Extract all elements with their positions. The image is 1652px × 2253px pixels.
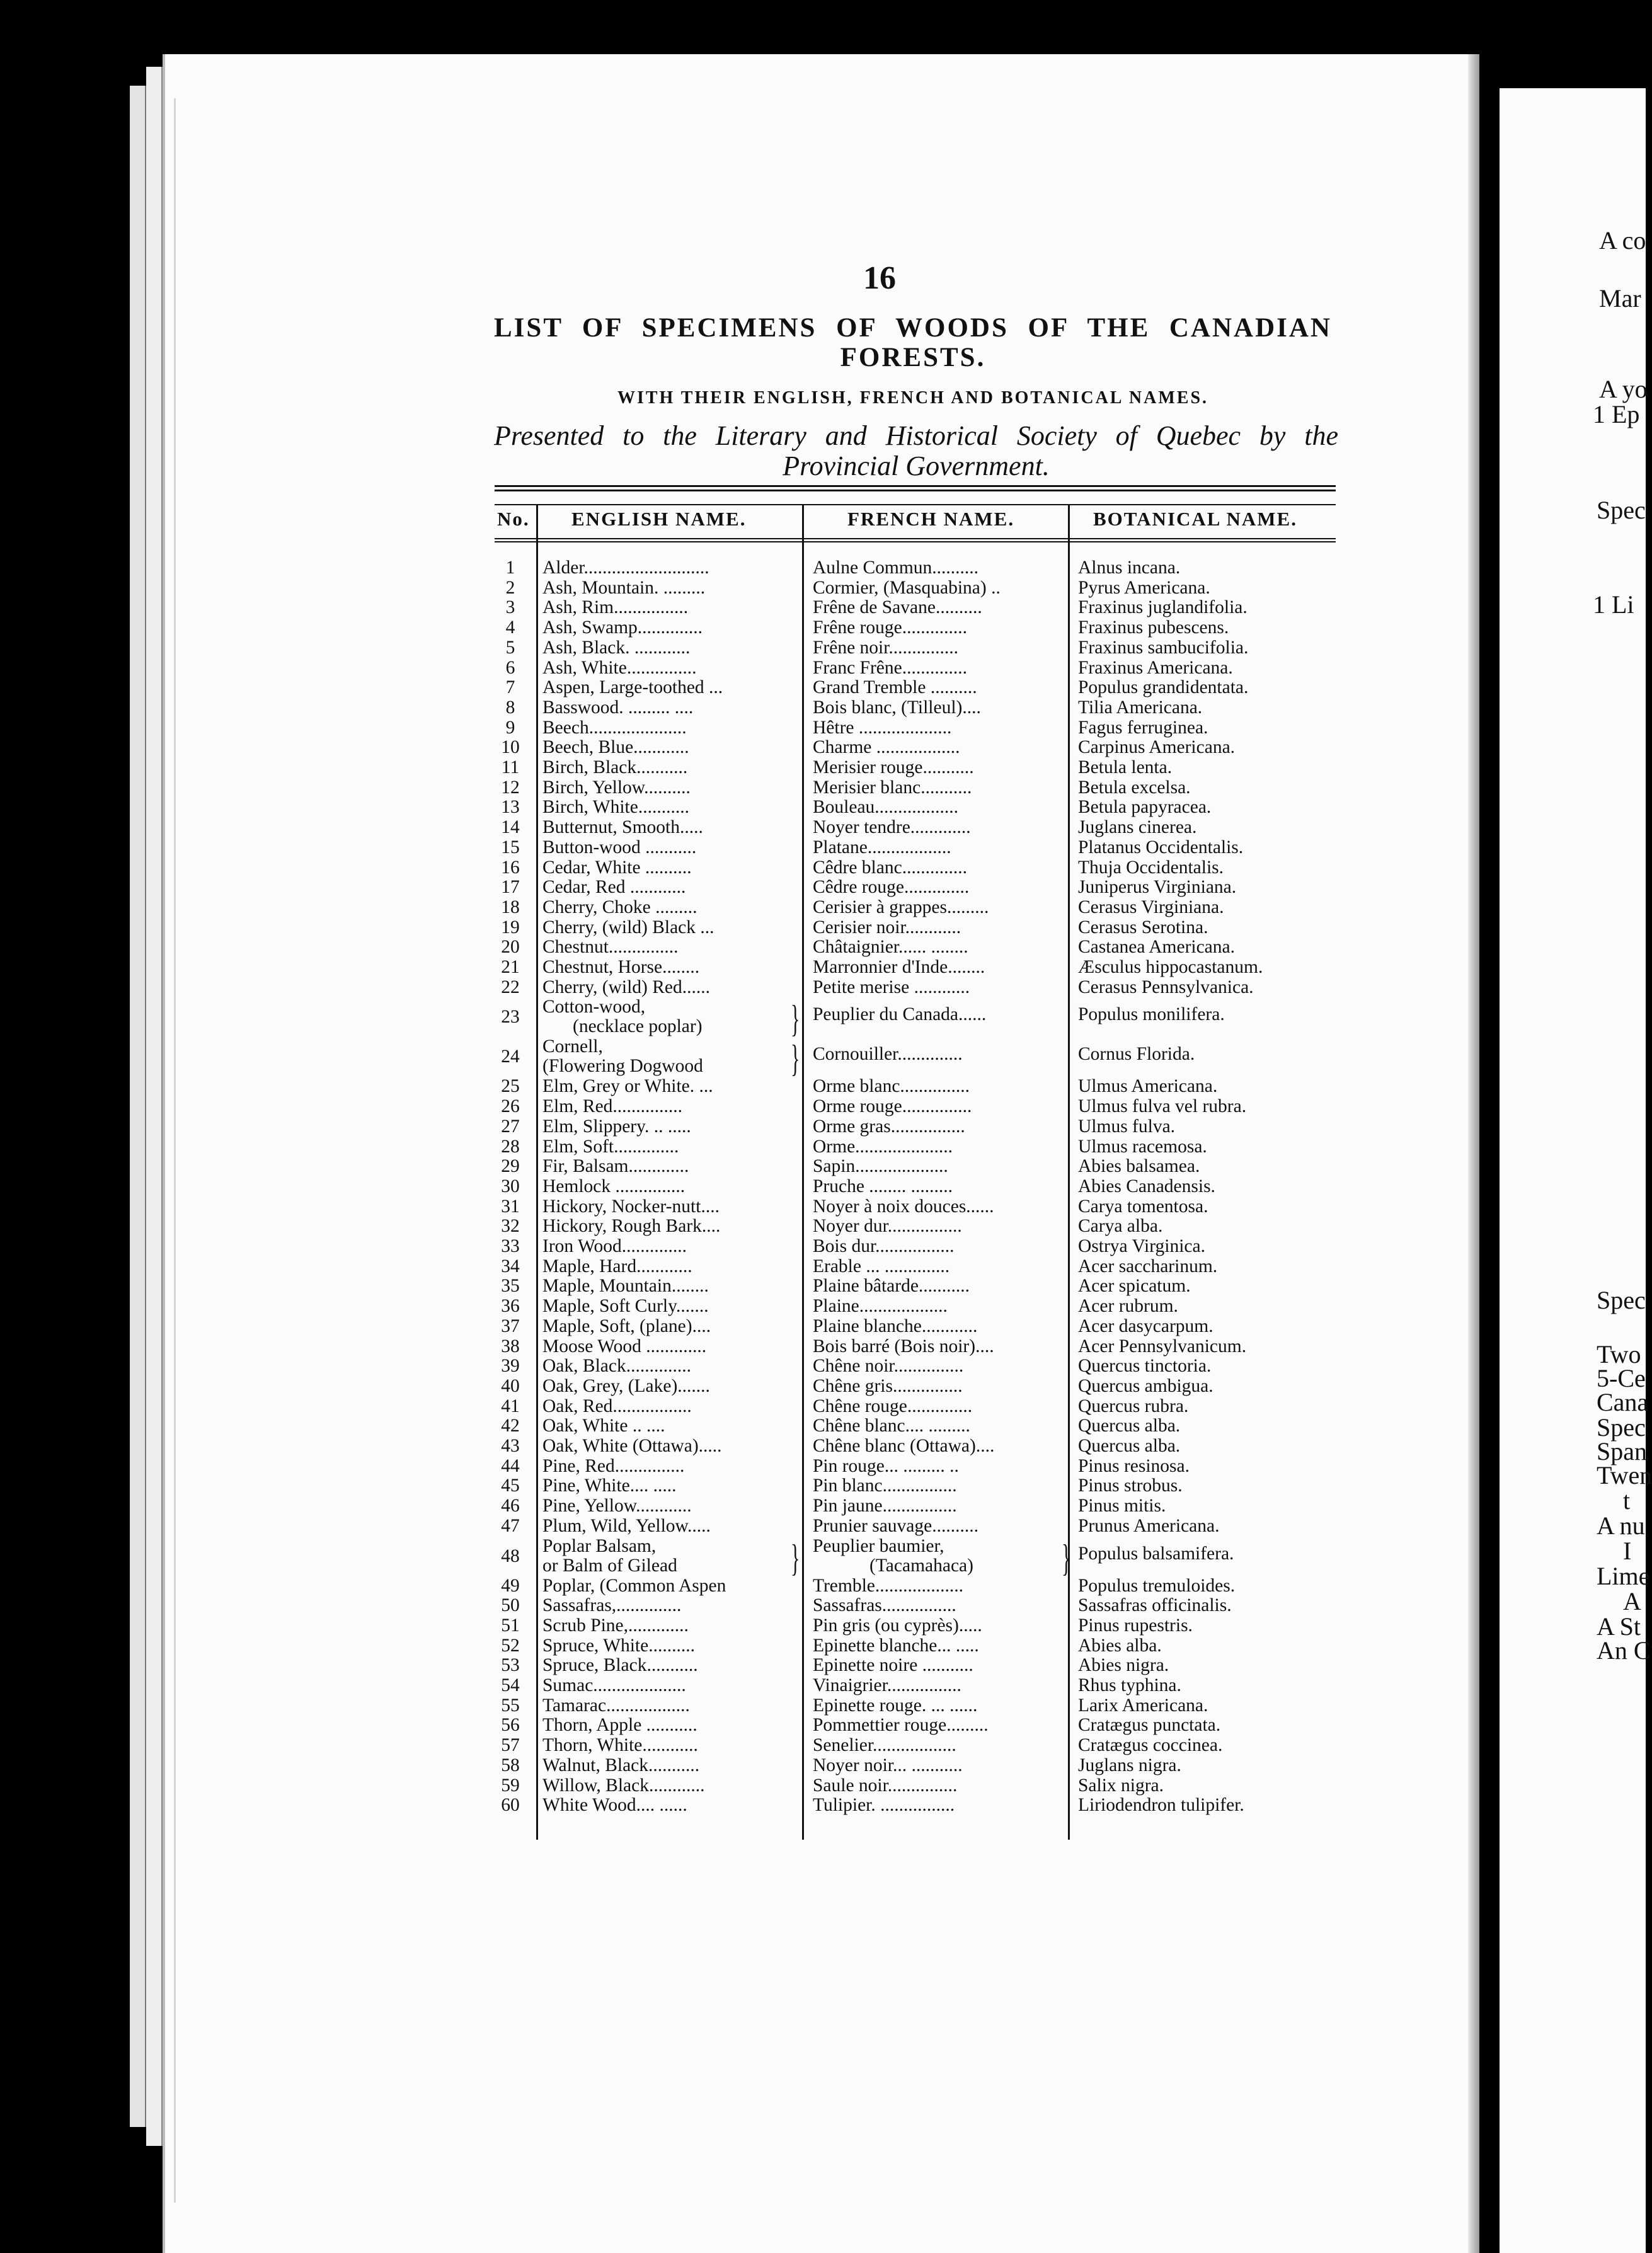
row-number: 25 (501, 1076, 520, 1097)
right-page (1500, 88, 1652, 2253)
english-name: Ash, White............... (542, 657, 697, 678)
english-name: Sumac.................... (542, 1675, 686, 1695)
botanical-name: Ulmus fulva. (1078, 1116, 1176, 1137)
english-name: Oak, White .. .... (542, 1416, 665, 1436)
row-number: 17 (501, 877, 520, 898)
english-name: Maple, Mountain........ (542, 1276, 709, 1297)
botanical-name: Castanea Americana. (1078, 937, 1235, 958)
french-name: Noyer dur................ (813, 1216, 962, 1237)
row-number: 4 (505, 617, 515, 638)
row-number: 9 (505, 717, 515, 738)
gutter-shadow (1468, 54, 1479, 2253)
botanical-name: Ulmus racemosa. (1078, 1136, 1207, 1157)
french-name: Orme rouge............... (813, 1096, 972, 1117)
botanical-name: Juglans cinerea. (1078, 817, 1197, 838)
english-name: Iron Wood.............. (542, 1236, 687, 1256)
botanical-name: Larix Americana. (1078, 1695, 1208, 1716)
brace-glyph: } (791, 1038, 800, 1080)
row-number: 46 (501, 1496, 520, 1516)
english-name: Oak, Red................. (542, 1396, 692, 1416)
row-number: 23 (501, 1007, 520, 1028)
table-top-rule (495, 504, 1336, 505)
row-number: 31 (501, 1196, 520, 1217)
right-page-fragment: A co (1599, 226, 1646, 255)
page-stack-edge (130, 86, 147, 2127)
french-name: Merisier rouge........... (813, 757, 974, 777)
botanical-name: Ostrya Virginica. (1078, 1236, 1205, 1256)
english-name: Oak, Black.............. (542, 1356, 691, 1377)
french-name: Grand Tremble .......... (813, 677, 977, 698)
right-page-fragment: 1 Ep (1593, 400, 1640, 428)
english-name: Thorn, Apple ........... (542, 1715, 697, 1736)
row-number: 43 (501, 1436, 520, 1456)
botanical-name: Cratægus coccinea. (1078, 1735, 1223, 1756)
french-name: Chêne blanc (Ottawa).... (813, 1436, 995, 1456)
botanical-name: Juglans nigra. (1078, 1755, 1181, 1775)
english-name: Willow, Black............ (542, 1775, 705, 1796)
row-number: 24 (501, 1046, 520, 1067)
english-name-continued: (necklace poplar) (573, 1016, 703, 1037)
row-number: 27 (501, 1116, 520, 1137)
row-number: 8 (505, 697, 515, 718)
french-name: Noyer noir... ........... (813, 1755, 963, 1775)
row-number: 10 (501, 737, 520, 758)
english-name: Ash, Rim................ (542, 597, 689, 618)
english-name: Poplar, (Common Aspen (542, 1575, 726, 1596)
botanical-name: Betula lenta. (1078, 757, 1173, 777)
french-name: Orme..................... (813, 1136, 953, 1157)
french-name: Hêtre .................... (813, 717, 952, 738)
french-name: Cerisier noir............ (813, 917, 961, 937)
french-name: Frêne rouge.............. (813, 617, 967, 638)
french-name: Cêdre rouge.............. (813, 877, 970, 898)
right-page-fragment: Span (1597, 1437, 1647, 1465)
row-number: 2 (505, 577, 515, 598)
french-name: Plaine blanche............ (813, 1316, 978, 1336)
english-name: White Wood.... ...... (542, 1795, 687, 1816)
english-name: Elm, Red............... (542, 1096, 683, 1117)
column-divider (802, 504, 804, 1840)
english-name: Oak, Grey, (Lake)....... (542, 1375, 710, 1396)
header-rule-double (495, 541, 1336, 542)
french-name: Cornouiller.............. (813, 1044, 963, 1065)
french-name: Platane.................. (813, 837, 951, 857)
row-number: 16 (501, 857, 520, 878)
english-name: Birch, White........... (542, 797, 689, 818)
botanical-name: Cornus Florida. (1078, 1044, 1195, 1065)
french-name: Orme gras................ (813, 1116, 965, 1137)
right-page-fragment: Lime (1597, 1562, 1650, 1590)
right-page-fragment: 5-Ce (1597, 1364, 1646, 1392)
botanical-name: Tilia Americana. (1078, 697, 1203, 718)
french-name: Pruche ........ ......... (813, 1176, 953, 1196)
english-name: Hemlock ............... (542, 1176, 685, 1196)
botanical-name: Fraxinus Americana. (1078, 657, 1233, 678)
botanical-name: Acer dasycarpum. (1078, 1316, 1213, 1336)
row-number: 33 (501, 1236, 520, 1256)
botanical-name: Æsculus hippocastanum. (1078, 957, 1263, 977)
right-page-fragment: A yo (1599, 375, 1648, 403)
french-name: Marronnier d'Inde........ (813, 957, 985, 977)
english-name: Plum, Wild, Yellow..... (542, 1515, 711, 1536)
row-number: 40 (501, 1375, 520, 1396)
botanical-name: Carya alba. (1078, 1216, 1163, 1237)
right-page-fragment: Spec (1597, 496, 1646, 524)
row-number: 41 (501, 1396, 520, 1416)
column-header-french: FRENCH NAME. (847, 508, 1015, 530)
french-name: Peuplier baumier, (Tacamahaca) (813, 1535, 973, 1576)
botanical-name: Acer rubrum. (1078, 1296, 1178, 1317)
english-name: Chestnut, Horse........ (542, 957, 700, 977)
botanical-name: Pinus resinosa. (1078, 1455, 1190, 1476)
english-name: Pine, Red............... (542, 1455, 685, 1476)
botanical-name: Abies nigra. (1078, 1655, 1169, 1676)
french-name: Cerisier à grappes......... (813, 897, 989, 917)
french-name: Petite merise ............ (813, 977, 970, 997)
english-name: Ash, Mountain. ......... (542, 577, 706, 598)
right-page-fragment: 1 Li (1593, 590, 1634, 619)
english-name: Walnut, Black........... (542, 1755, 700, 1775)
column-header-english: ENGLISH NAME. (571, 508, 747, 530)
botanical-name: Acer saccharinum. (1078, 1256, 1218, 1276)
row-number: 26 (501, 1096, 520, 1117)
english-name: Aspen, Large-toothed ... (542, 677, 723, 698)
english-name: Pine, White.... ..... (542, 1476, 677, 1496)
french-name: Noyer à noix douces...... (813, 1196, 994, 1217)
french-name: Pin jaune................ (813, 1496, 957, 1516)
english-name: Beech..................... (542, 717, 687, 738)
right-page-fragment: Spec (1597, 1413, 1646, 1442)
double-rule-top (495, 485, 1336, 487)
french-name: Orme blanc............... (813, 1076, 970, 1097)
french-name: Bois dur................. (813, 1236, 955, 1256)
french-name: Tulipier. ................ (813, 1795, 955, 1816)
double-rule-bottom (495, 490, 1336, 491)
row-number: 11 (501, 757, 520, 777)
right-page-fragment: Spec (1597, 1286, 1646, 1314)
row-number: 13 (501, 797, 520, 818)
english-name: Ash, Swamp.............. (542, 617, 703, 638)
botanical-name: Betula excelsa. (1078, 777, 1191, 798)
botanical-name: Fagus ferruginea. (1078, 717, 1208, 738)
botanical-name: Cratægus punctata. (1078, 1715, 1221, 1736)
presented-line: Presented to the Literary and Historical Society of Quebec by the (494, 420, 1338, 451)
row-number: 42 (501, 1416, 520, 1436)
english-name-continued: or Balm of Gilead (542, 1555, 677, 1576)
botanical-name: Alnus incana. (1078, 558, 1181, 578)
french-name: Pin blanc................ (813, 1476, 957, 1496)
french-name: Frêne de Savane.......... (813, 597, 982, 618)
row-number: 19 (501, 917, 520, 937)
row-number: 30 (501, 1176, 520, 1196)
botanical-name: Populus grandidentata. (1078, 677, 1249, 698)
botanical-name: Populus monilifera. (1078, 1004, 1225, 1025)
french-name: Pin gris (ou cyprès)..... (813, 1615, 982, 1636)
french-name: Tremble................... (813, 1575, 964, 1596)
english-name: Sassafras,.............. (542, 1595, 682, 1616)
botanical-name: Liriodendron tulipifer. (1078, 1795, 1244, 1816)
french-name: Pin rouge... ......... .. (813, 1455, 959, 1476)
botanical-name: Rhus typhina. (1078, 1675, 1181, 1695)
french-name: Bouleau.................. (813, 797, 959, 818)
english-name: Spruce, Black........... (542, 1655, 698, 1676)
botanical-name: Quercus alba. (1078, 1416, 1181, 1436)
row-number: 54 (501, 1675, 520, 1695)
french-name: Epinette blanche... ..... (813, 1635, 979, 1656)
english-name: Butternut, Smooth..... (542, 817, 703, 838)
botanical-name: Ulmus fulva vel rubra. (1078, 1096, 1247, 1117)
right-page-fragment: t (1623, 1486, 1631, 1515)
english-name: Chestnut............... (542, 937, 679, 958)
row-number: 55 (501, 1695, 520, 1716)
column-header-no: No. (497, 508, 530, 530)
french-name: Bois blanc, (Tilleul).... (813, 697, 981, 718)
brace-glyph: } (791, 1537, 800, 1579)
botanical-name: Juniperus Virginiana. (1078, 877, 1237, 898)
english-name: Cotton-wood, (necklace poplar) (542, 997, 703, 1037)
header-rule (495, 538, 1336, 539)
english-name: Maple, Soft Curly....... (542, 1296, 709, 1317)
french-name: Châtaignier...... ........ (813, 937, 968, 958)
row-number: 3 (505, 597, 515, 618)
botanical-name: Populus tremuloides. (1078, 1575, 1236, 1596)
french-name: Pommettier rouge......... (813, 1715, 989, 1736)
english-name: Ash, Black. ............ (542, 637, 691, 658)
row-number: 37 (501, 1316, 520, 1336)
botanical-name: Populus balsamifera. (1078, 1543, 1234, 1564)
botanical-name: Thuja Occidentalis. (1078, 857, 1224, 878)
botanical-name: Fraxinus sambucifolia. (1078, 637, 1249, 658)
row-number: 39 (501, 1356, 520, 1377)
row-number: 38 (501, 1336, 520, 1356)
botanical-name: Pinus mitis. (1078, 1496, 1166, 1516)
english-name: Maple, Soft, (plane).... (542, 1316, 711, 1336)
row-number: 58 (501, 1755, 520, 1775)
row-number: 52 (501, 1635, 520, 1656)
subtitle: WITH THEIR ENGLISH, FRENCH AND BOTANICAL NAMES. (617, 388, 1209, 408)
french-name: Chêne rouge.............. (813, 1396, 973, 1416)
english-name: Cherry, (wild) Red...... (542, 977, 710, 997)
row-number: 32 (501, 1216, 520, 1237)
botanical-name: Quercus tinctoria. (1078, 1356, 1212, 1377)
botanical-name: Acer spicatum. (1078, 1276, 1191, 1297)
french-name: Erable ... .............. (813, 1256, 950, 1276)
right-page-fragment: Cana (1597, 1388, 1649, 1416)
french-name: Epinette noire ........... (813, 1655, 973, 1676)
row-number: 60 (501, 1795, 520, 1816)
english-name: Birch, Yellow.......... (542, 777, 691, 798)
botanical-name: Betula papyracea. (1078, 797, 1212, 818)
english-name: Elm, Soft.............. (542, 1136, 679, 1157)
botanical-name: Quercus ambigua. (1078, 1375, 1213, 1396)
column-divider (536, 504, 538, 1840)
french-name: Sassafras................ (813, 1595, 956, 1616)
row-number: 5 (505, 637, 515, 658)
page-title: LIST OF SPECIMENS OF WOODS OF THE CANADIAN (494, 313, 1332, 343)
english-name: Beech, Blue............ (542, 737, 689, 758)
french-name: Cêdre blanc.............. (813, 857, 967, 878)
french-name: Franc Frêne.............. (813, 657, 967, 678)
french-name: Charme .................. (813, 737, 960, 758)
english-name: Oak, White (Ottawa)..... (542, 1436, 722, 1456)
english-name: Cherry, Choke ......... (542, 897, 697, 917)
french-name: Epinette rouge. ... ...... (813, 1695, 978, 1716)
english-name: Cedar, Red ............ (542, 877, 686, 898)
english-name: Moose Wood ............. (542, 1336, 707, 1356)
row-number: 59 (501, 1775, 520, 1796)
english-name: Alder........................... (542, 558, 709, 578)
right-page-fragment: A St (1597, 1612, 1641, 1641)
botanical-name: Platanus Occidentalis. (1078, 837, 1244, 857)
row-number: 56 (501, 1715, 520, 1736)
english-name: Cornell, (Flowering Dogwood (542, 1036, 703, 1077)
page-title-continued: FORESTS. (840, 343, 986, 372)
row-number: 50 (501, 1595, 520, 1616)
brace-glyph: } (791, 998, 800, 1040)
english-name: Cedar, White .......... (542, 857, 692, 878)
english-name: Basswood. ......... .... (542, 697, 694, 718)
row-number: 49 (501, 1575, 520, 1596)
french-name: Chêne blanc.... ......... (813, 1416, 970, 1436)
botanical-name: Pyrus Americana. (1078, 577, 1210, 598)
french-name: Chêne noir............... (813, 1356, 964, 1377)
row-number: 48 (501, 1545, 520, 1566)
row-number: 21 (501, 957, 520, 977)
row-number: 57 (501, 1735, 520, 1756)
row-number: 28 (501, 1136, 520, 1157)
row-number: 44 (501, 1455, 520, 1476)
botanical-name: Carya tomentosa. (1078, 1196, 1208, 1217)
botanical-name: Sassafras officinalis. (1078, 1595, 1232, 1616)
english-name: Scrub Pine,............. (542, 1615, 689, 1636)
row-number: 1 (505, 558, 515, 578)
french-name: Bois barré (Bois noir).... (813, 1336, 994, 1356)
french-name: Aulne Commun.......... (813, 558, 979, 578)
row-number: 53 (501, 1655, 520, 1676)
botanical-name: Cerasus Virginiana. (1078, 897, 1224, 917)
page-stack-edge (146, 67, 163, 2146)
botanical-name: Salix nigra. (1078, 1775, 1164, 1796)
english-name: Maple, Hard............ (542, 1256, 692, 1276)
french-name: Plaine bâtarde........... (813, 1276, 970, 1297)
botanical-name: Quercus alba. (1078, 1436, 1181, 1456)
english-name: Cherry, (wild) Black ... (542, 917, 714, 937)
english-name: Birch, Black........... (542, 757, 688, 777)
row-number: 6 (505, 657, 515, 678)
english-name: Button-wood ........... (542, 837, 697, 857)
row-number: 45 (501, 1476, 520, 1496)
row-number: 36 (501, 1296, 520, 1317)
brace-glyph: } (1062, 1537, 1071, 1579)
row-number: 34 (501, 1256, 520, 1276)
row-number: 12 (501, 777, 520, 798)
page-number: 16 (863, 260, 896, 296)
french-name: Saule noir............... (813, 1775, 958, 1796)
french-name: Merisier blanc........... (813, 777, 972, 798)
row-number: 47 (501, 1515, 520, 1536)
english-name: Thorn, White............ (542, 1735, 698, 1756)
english-name: Poplar Balsam, or Balm of Gilead (542, 1535, 677, 1576)
botanical-name: Quercus rubra. (1078, 1396, 1189, 1416)
botanical-name: Cerasus Pennsylvanica. (1078, 977, 1254, 997)
french-name-continued: (Tacamahaca) (869, 1555, 973, 1576)
english-name: Fir, Balsam............. (542, 1156, 689, 1177)
right-page-fragment: A nu (1597, 1511, 1645, 1540)
french-name: Noyer tendre............. (813, 817, 971, 838)
botanical-name: Abies alba. (1078, 1635, 1162, 1656)
right-page-fragment: Twen (1597, 1461, 1652, 1489)
row-number: 20 (501, 937, 520, 958)
botanical-name: Prunus Americana. (1078, 1515, 1220, 1536)
botanical-name: Pinus strobus. (1078, 1476, 1183, 1496)
botanical-name: Cerasus Serotina. (1078, 917, 1208, 937)
right-page-fragment: A (1623, 1587, 1641, 1615)
english-name: Spruce, White.......... (542, 1635, 695, 1656)
botanical-name: Carpinus Americana. (1078, 737, 1236, 758)
french-name: Peuplier du Canada...... (813, 1004, 987, 1025)
botanical-name: Acer Pennsylvanicum. (1078, 1336, 1247, 1356)
right-page-fragment: Mar (1599, 284, 1641, 312)
french-name: Chêne gris............... (813, 1375, 963, 1396)
column-header-botanical: BOTANICAL NAME. (1093, 508, 1297, 530)
french-name: Cormier, (Masquabina) .. (813, 577, 1001, 598)
row-number: 15 (501, 837, 520, 857)
english-name: Elm, Slippery. .. ..... (542, 1116, 691, 1137)
right-page-fragment: I (1623, 1537, 1632, 1565)
english-name: Hickory, Nocker-nutt.... (542, 1196, 720, 1217)
english-name: Hickory, Rough Bark.... (542, 1216, 721, 1237)
french-name: Sapin.................... (813, 1156, 948, 1177)
botanical-name: Abies balsamea. (1078, 1156, 1200, 1177)
french-name: Vinaigrier................ (813, 1675, 961, 1695)
french-name: Prunier sauvage.......... (813, 1515, 978, 1536)
english-name: Pine, Yellow............ (542, 1496, 692, 1516)
right-page-fragment: An C (1597, 1636, 1651, 1665)
botanical-name: Fraxinus pubescens. (1078, 617, 1229, 638)
presented-line-continued: Provincial Government. (783, 450, 1050, 481)
row-number: 35 (501, 1276, 520, 1297)
botanical-name: Fraxinus juglandifolia. (1078, 597, 1248, 618)
english-name-continued: (Flowering Dogwood (542, 1056, 703, 1077)
row-number: 14 (501, 817, 520, 838)
botanical-name: Pinus rupestris. (1078, 1615, 1193, 1636)
row-number: 18 (501, 897, 520, 917)
french-name: Frêne noir............... (813, 637, 959, 658)
english-name: Elm, Grey or White. ... (542, 1076, 713, 1097)
row-number: 7 (505, 677, 515, 698)
row-number: 51 (501, 1615, 520, 1636)
right-page-fragment: Two (1597, 1340, 1641, 1368)
row-number: 22 (501, 977, 520, 997)
french-name: Plaine................... (813, 1296, 948, 1317)
french-name: Senelier.................. (813, 1735, 956, 1756)
specimen-table (495, 504, 1336, 1840)
row-number: 29 (501, 1156, 520, 1177)
botanical-name: Ulmus Americana. (1078, 1076, 1218, 1097)
botanical-name: Abies Canadensis. (1078, 1176, 1215, 1196)
english-name: Tamarac.................. (542, 1695, 690, 1716)
